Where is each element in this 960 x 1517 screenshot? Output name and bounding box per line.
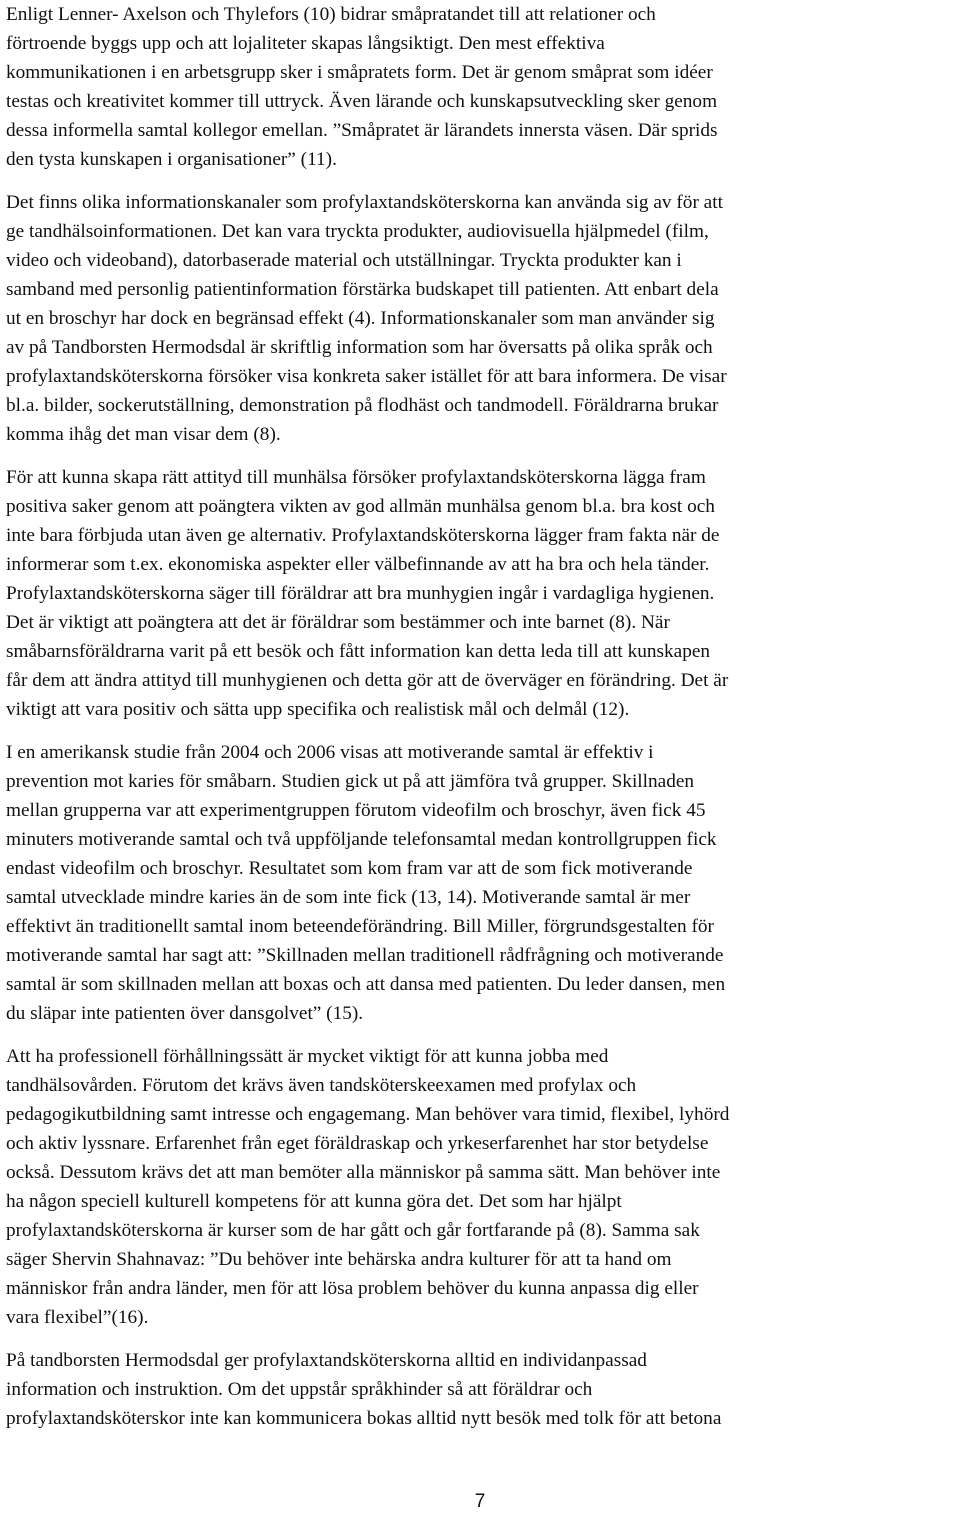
paragraph-individual-information: På tandborsten Hermodsdal ger profylaxtandsköterskorna alltid en individanpassad information och instruktion. Om det uppstår språkhinder så att föräldrar och profylaxtandsköterskor inte kan kommunicera bokas alltid nytt besök med tolk för att betona xyxy=(6,1350,722,1429)
page-number: 7 xyxy=(474,1491,486,1512)
paragraph-information-channels: Det finns olika informationskanaler som profylaxtandsköterskorna kan använda sig av för att ge tandhälsoinformationen. Det kan vara tryckta produkter, audiovisuella hjälpmedel (film, video och videoband), datorbaserade material och utställningar. Tryckta produkter kan i samband med personlig patientinformation förstärka budskapet till patienten. Att enbart dela ut en broschyr har dock en begränsad effekt (4). Informationskanaler som man använder sig av på Tandborsten Hermodsdal är skriftlig information som har översatts på olika språk och profylaxtandsköterskorna försöker visa konkreta saker istället för att bara informera. De visar bl.a. bilder, sockerutställning, demonstration på flodhäst och tandmodell. Föräldrarna brukar komma ihåg det man visar dem (8). xyxy=(6,192,727,445)
paragraph-professional-approach: Att ha professionell förhållningssätt är mycket viktigt för att kunna jobba med tandhälsovården. Förutom det krävs även tandsköterskeexamen med profylax och pedagogikutbildning samt intresse och engagemang. Man behöver vara timid, flexibel, lyhörd och aktiv lyssnare. Erfarenhet från eget föräldraskap och yrkeserfarenhet har stor betydelse också. Dessutom krävs det att man bemöter alla människor på samma sätt. Man behöver inte ha någon speciell kulturell kompetens för att kunna göra det. Det som har hjälpt profylaxtandsköterskorna är kurser som de har gått och går fortfarande på (8). Samma sak säger Shervin Shahnavaz: ”Du behöver inte behärska andra kulturer för att ta hand om människor från andra länder, men för att lösa problem behöver du kunna anpassa dig eller vara flexibel”(16). xyxy=(6,1046,730,1328)
document-page xyxy=(6,0,958,1447)
paragraph-american-study: I en amerikansk studie från 2004 och 2006 visas att motiverande samtal är effektiv i prevention mot karies för småbarn. Studien gick ut på att jämföra två grupper. Skillnaden mellan grupperna var att experimentgruppen förutom videofilm och broschyr, även fick 45 minuters motiverande samtal och två uppföljande telefonsamtal medan kontrollgruppen fick endast videofilm och broschyr. Resultatet som kom fram var att de som fick motiverande samtal utvecklade mindre karies än de som inte fick (13, 14). Motiverande samtal är mer effektivt än traditionellt samtal inom beteendeförändring. Bill Miller, förgrundsgestalten för motiverande samtal har sagt att: ”Skillnaden mellan traditionell rådfrågning och motiverande samtal är som skillnaden mellan att boxas och att dansa med patienten. Du leder dansen, men du släpar inte patienten över dansgolvet” (15). xyxy=(6,742,726,1024)
paragraph-attitude: För att kunna skapa rätt attityd till munhälsa försöker profylaxtandsköterskorna lägga fram positiva saker genom att poängtera vikten av god allmän munhälsa genom bl.a. bra kost och inte bara förbjuda utan även ge alternativ. Profylaxtandsköterskorna lägger fram fakta när de informerar som t.ex. ekonomiska aspekter eller välbefinnande av att ha bra och hela tänder. Profylaxtandsköterskorna säger till föräldrar att bra munhygien ingår i vardagliga hygienen. Det är viktigt att poängtera att det är föräldrar som bestämmer och inte barnet (8). När småbarnsföräldrarna varit på ett besök och fått information kan detta leda till att kunskapen får dem att ändra attityd till munhygienen och detta gör att de överväger en förändring. Det är viktigt att vara positiv och sätta upp specifika och realistisk mål och delmål (12). xyxy=(6,467,729,720)
paragraph-small-talk: Enligt Lenner- Axelson och Thylefors (10) bidrar småpratandet till att relationer och förtroende byggs upp och att lojaliteter skapas långsiktigt. Den mest effektiva kommunikationen i en arbetsgrupp sker i småpratets form. Det är genom småprat som idéer testas och kreativitet kommer till uttryck. Även lärande och kunskapsutveckling sker genom dessa informella samtal kollegor emellan. ”Småpratet är lärandets innersta väsen. Där sprids den tysta kunskapen i organisationer” (11). xyxy=(6,4,718,170)
